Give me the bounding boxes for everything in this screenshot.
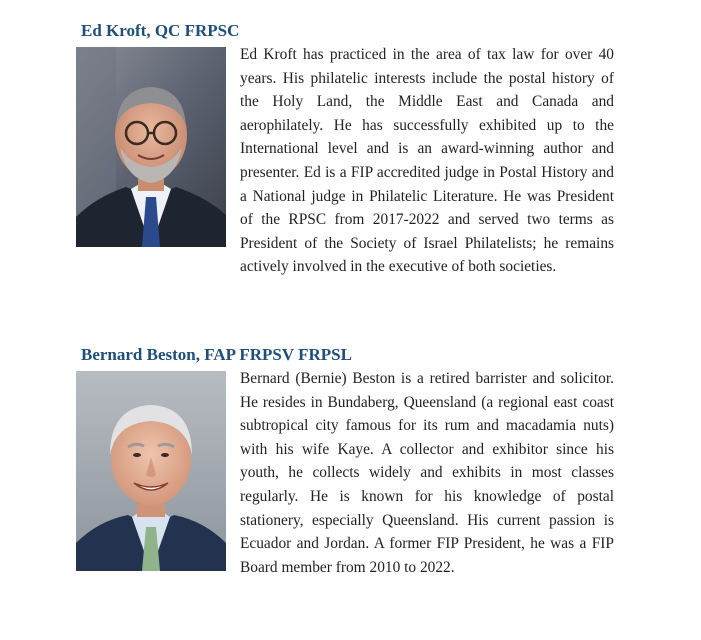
- bio-bernard-beston: [76, 344, 626, 579]
- bio-description: Bernard (Bernie) Beston is a retired barrister and solicitor. He resides in Bundaberg, Queensland (a regional east coast subtropical city famous for its rum and macadamia nuts) with his wife Kaye. A collector and exhibitor since his youth, he collects widely and exhibits in most classes regularly. He is known for his knowledge of postal stationery, especially Queensland. His current passion is Ecuador and Jordan. A former FIP President, he was a FIP Board member from 2010 to 2022.: [240, 370, 614, 576]
- bio-name: Ed Kroft, QC FRPSC: [81, 21, 240, 40]
- bio-body: [76, 47, 626, 279]
- bio-description: Ed Kroft has practiced in the area of tax law for over 40 years. His philatelic interests include the postal history of the Holy Land, the Middle East and Canada and aerophilately. He has successfully exhibited up to the International level and is an award-winning author and presenter. Ed is a FIP accredited judge in Postal History and a National judge in Philatelic Literature. He was President of the RPSC from 2017-2022 and served two terms as President of the Society of Israel Philatelists; he remains actively involved in the executive of both societies.: [240, 46, 614, 276]
- portrait-photo-bernard-beston: [76, 371, 226, 571]
- portrait-photo-ed-kroft: [76, 47, 226, 247]
- bio-ed-kroft: [76, 20, 626, 279]
- bio-body: [76, 371, 626, 579]
- bio-name: Bernard Beston, FAP FRPSV FRPSL: [81, 345, 352, 364]
